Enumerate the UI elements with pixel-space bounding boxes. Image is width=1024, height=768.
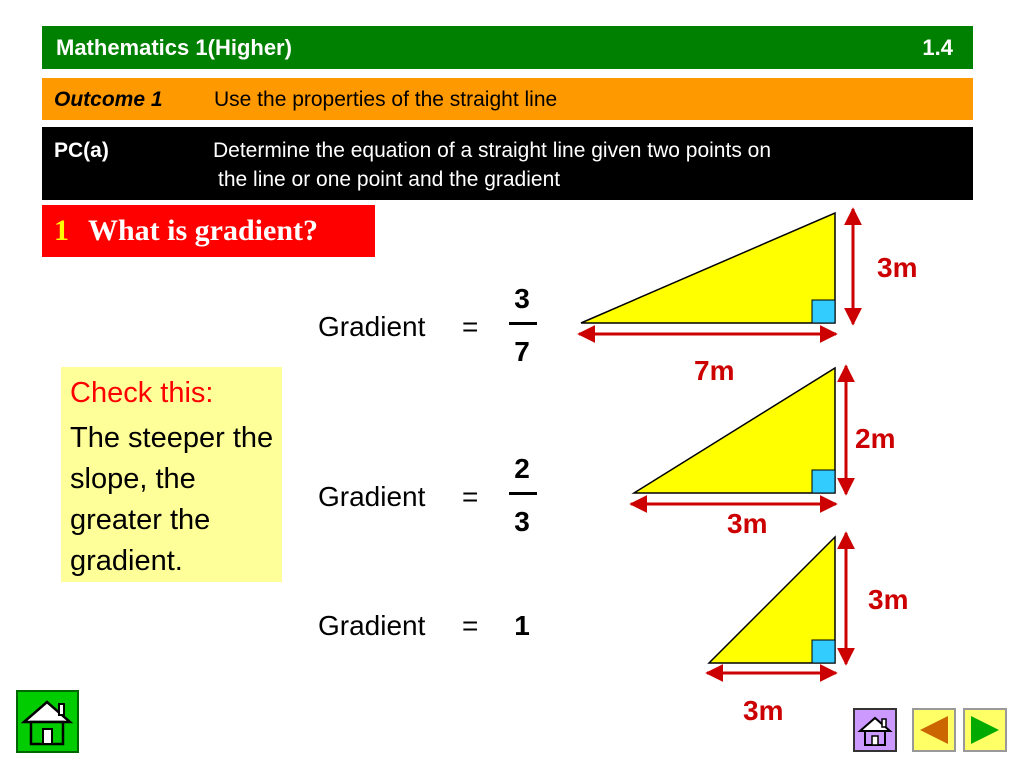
nav-home-button[interactable]: [853, 708, 897, 752]
equals-sign-1: =: [462, 311, 479, 342]
outcome-text: Use the properties of the straight line: [214, 88, 558, 111]
height-label-3: 3m: [868, 584, 909, 615]
previous-button[interactable]: [912, 708, 956, 752]
gradient-label-3: Gradient: [318, 610, 426, 641]
slide-number: 1.4: [922, 35, 953, 60]
home-icon: [18, 692, 77, 751]
question-text: What is gradient?: [88, 214, 319, 247]
question-number: 1: [54, 214, 69, 247]
triangle-1: [581, 213, 835, 323]
home-button[interactable]: [16, 690, 79, 753]
right-angle-1: [812, 300, 835, 323]
note-body: The steeper the slope, the greater the gradient.: [70, 422, 274, 577]
page-title: Mathematics 1(Higher): [56, 35, 292, 60]
outcome-label: Outcome 1: [54, 88, 163, 111]
right-angle-3: [812, 640, 835, 663]
gradient-label-1: Gradient: [318, 311, 426, 342]
triangle-2: [634, 368, 835, 493]
pc-label: PC(a): [54, 139, 109, 162]
equals-sign-2: =: [462, 481, 479, 512]
gradient-value-3: 1: [514, 610, 530, 641]
numerator-1: 3: [514, 283, 530, 314]
home-icon: [855, 710, 895, 750]
gradient-label-2: Gradient: [318, 481, 426, 512]
height-label-1: 3m: [877, 252, 918, 283]
base-label-2: 3m: [727, 508, 768, 539]
triangle-right-icon: [965, 710, 1005, 750]
pc-text-line2: the line or one point and the gradient: [218, 168, 561, 191]
next-button[interactable]: [963, 708, 1007, 752]
triangle-left-icon: [914, 710, 954, 750]
numerator-2: 2: [514, 453, 530, 484]
base-label-1: 7m: [694, 355, 735, 386]
denominator-2: 3: [514, 506, 530, 537]
pc-text-line1: Determine the equation of a straight line given two points on: [213, 139, 772, 162]
right-angle-2: [812, 470, 835, 493]
height-label-2: 2m: [855, 423, 896, 454]
note-heading: Check this:: [70, 377, 214, 409]
base-label-3: 3m: [743, 695, 784, 726]
equals-sign-3: =: [462, 610, 479, 641]
denominator-1: 7: [514, 336, 530, 367]
